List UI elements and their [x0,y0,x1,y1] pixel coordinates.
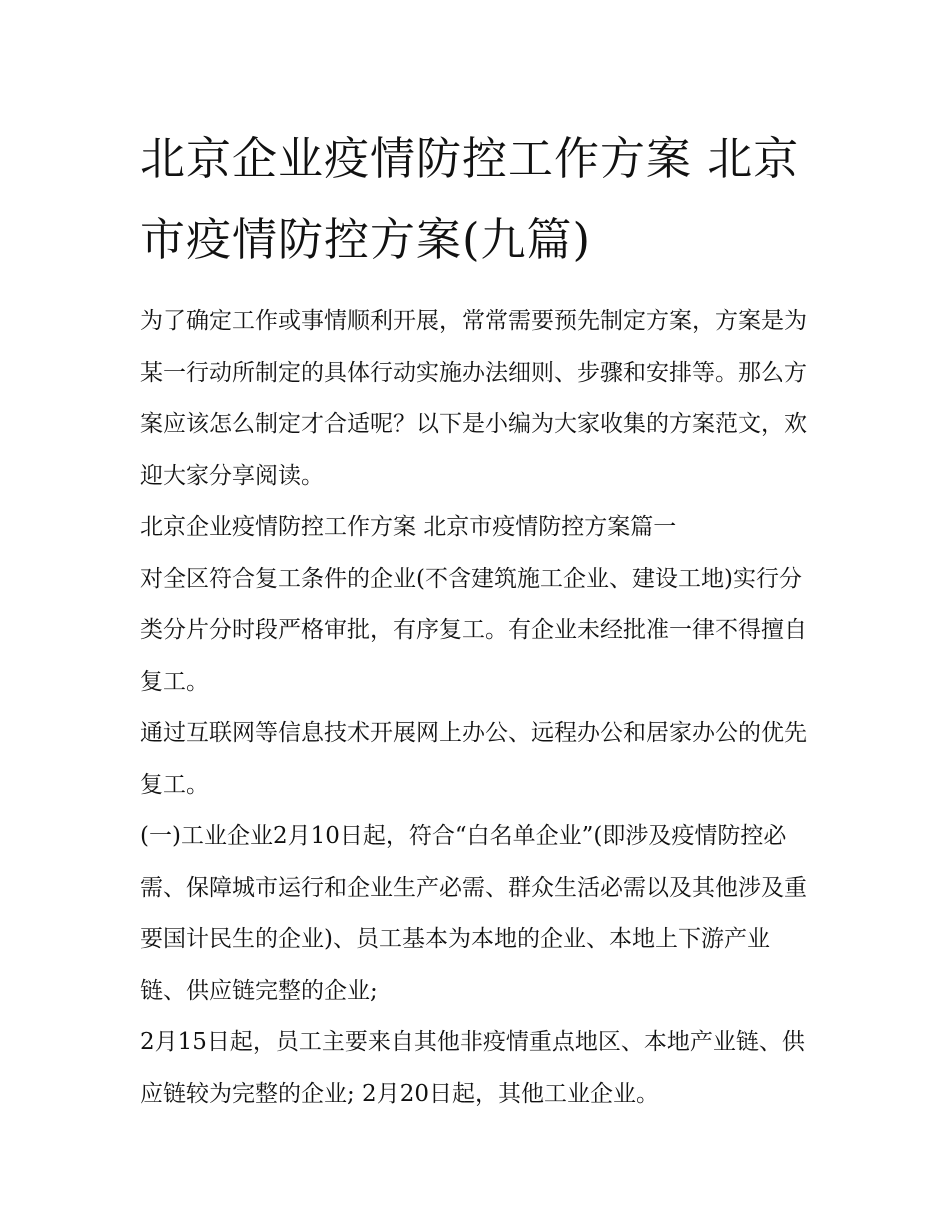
document-body [140,296,812,1120]
paragraph: 对全区符合复工条件的企业(不含建筑施工企业、建设工地)实行分类分片分时段严格审批，有序复工。有企业未经批准一律不得擅自复工。 [140,565,807,695]
paragraph: 通过互联网等信息技术开展网上办公、远程办公和居家办公的优先复工。 [140,720,807,798]
document-title: 北京企业疫情防控工作方案 北京市疫情防控方案(九篇) [140,132,800,266]
paragraph-intro: 为了确定工作或事情顺利开展，常常需要预先制定方案，方案是为某一行动所制定的具体行动实施办法细则、步骤和安排等。那么方案应该怎么制定才合适呢？以下是小编为大家收集的方案范文，欢迎大家分享阅读。 [140,308,807,489]
paragraph: 2月15日起，员工主要来自其他非疫情重点地区、本地产业链、供应链较为完整的企业; 2月20日起，其他工业企业。 [140,1029,805,1107]
document-page [140,118,812,1120]
section-heading: 北京企业疫情防控工作方案 北京市疫情防控方案篇一 [140,514,677,540]
paragraph: (一)工业企业2月10日起，符合“白名单企业”(即涉及疫情防控必需、保障城市运行和企业生产必需、群众生活必需以及其他涉及重要国计民生的企业)、员工基本为本地的企业、本地上下游产业链、供应链完整的企业; [140,823,807,1004]
